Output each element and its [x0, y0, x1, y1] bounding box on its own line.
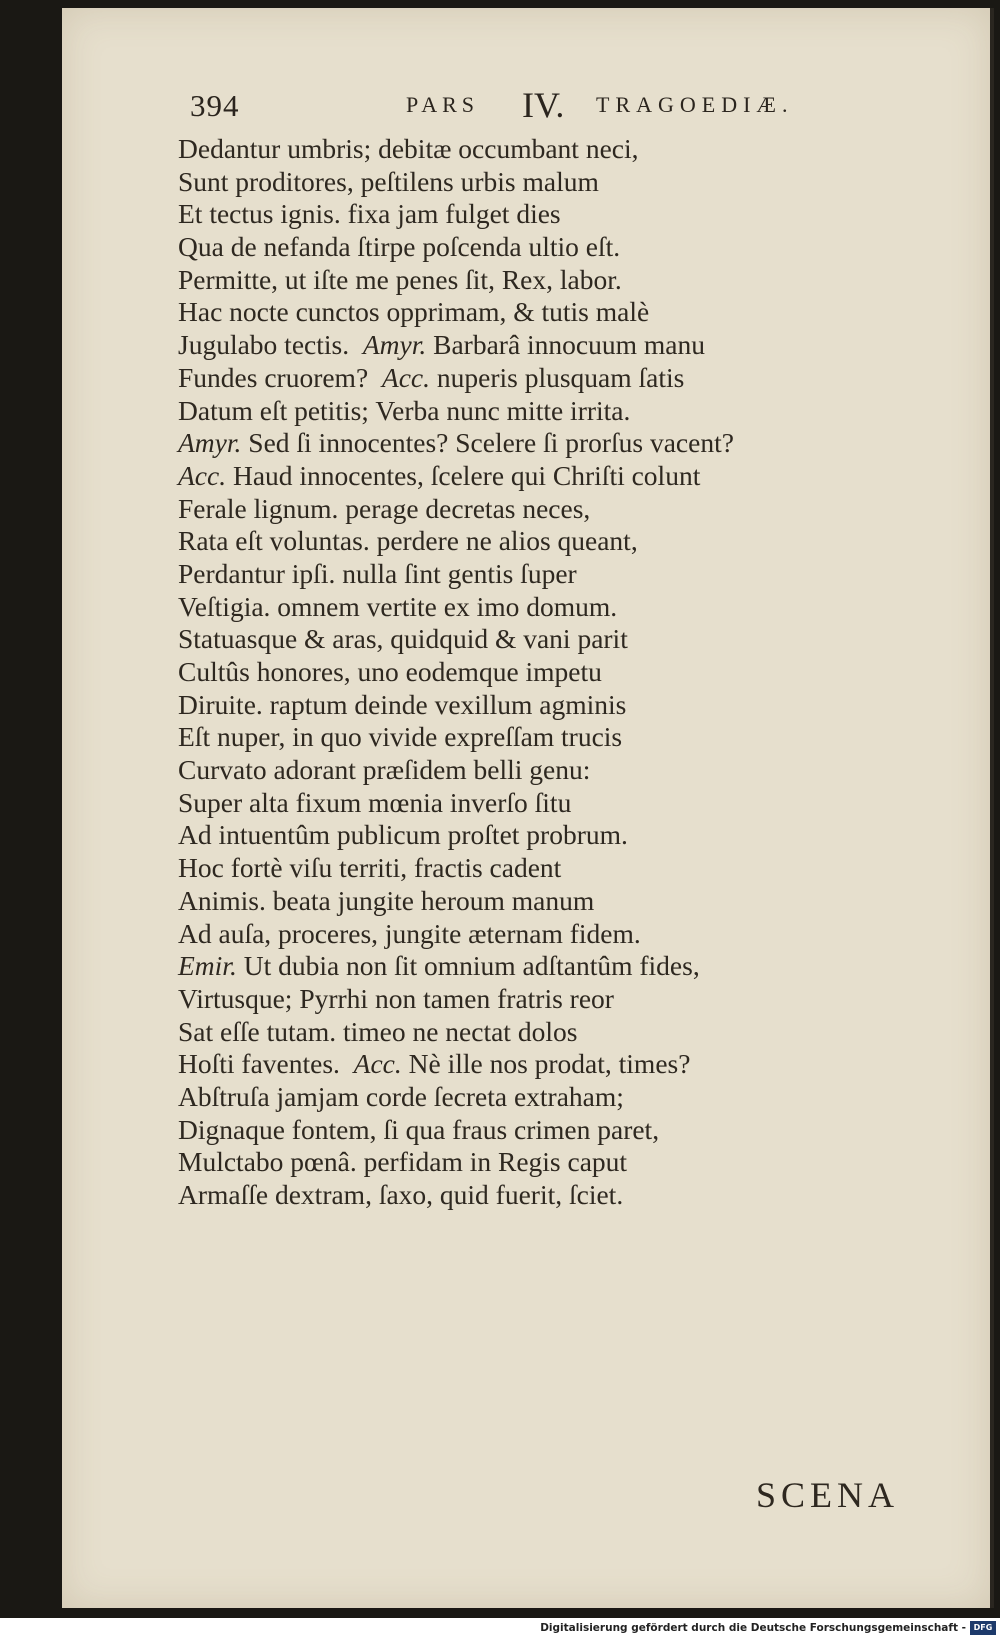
verse-line-text: Statuasque & aras, quidquid & vani parit: [178, 623, 628, 655]
verse-line-text: Ad intuentûm publicum proſtet probrum.: [178, 819, 628, 851]
speaker-name: Amyr.: [362, 329, 427, 361]
verse-line: [178, 1146, 918, 1179]
speaker-name: Amyr.: [178, 427, 242, 459]
verse-line-text: Dignaque fontem, ſi qua fraus crimen paret,: [178, 1113, 660, 1145]
speaker-name: Acc.: [353, 1048, 402, 1080]
verse-line: [178, 852, 918, 885]
verse-line: [178, 623, 918, 656]
verse-line-continuation: Barbarâ innocuum manu: [433, 329, 705, 361]
verse-line-text: Rata eſt voluntas. perdere ne alios queant,: [178, 525, 638, 557]
dfg-logo: DFG: [970, 1621, 996, 1635]
verse-line: [178, 591, 918, 624]
verse-line: [178, 983, 918, 1016]
verse-line-text: Hoſti faventes.: [178, 1048, 340, 1080]
verse-line-text: Hoc fortè viſu territi, fractis cadent: [178, 852, 562, 884]
verse-line: [178, 362, 918, 395]
verse-line-text: Et tectus ignis. fixa jam fulget dies: [178, 198, 561, 230]
verse-line-text: Mulctabo pœnâ. perfidam in Regis caput: [178, 1146, 628, 1178]
verse-line-text: Permitte, ut iſte me penes ſit, Rex, labor.: [178, 263, 622, 295]
verse-line: [178, 395, 918, 428]
verse-line-text: Sunt proditores, peſtilens urbis malum: [178, 165, 599, 197]
verse-line: [178, 558, 918, 591]
verse-line-text: Armaſſe dextram, ſaxo, quid fuerit, ſciet.: [178, 1179, 624, 1210]
running-head-title: TRAGOEDIÆ.: [596, 92, 794, 117]
speaker-name: Acc.: [178, 459, 227, 491]
verse-line: [178, 166, 918, 199]
verse-line: [178, 296, 918, 329]
verse-line: [178, 1016, 918, 1049]
verse-line-text: Hac nocte cunctos opprimam, & tutis malè: [178, 296, 650, 328]
verse-line-text: Jugulabo tectis.: [178, 329, 350, 361]
verse-line-text: Dedantur umbris; debitæ occumbant neci,: [178, 133, 639, 164]
footer-bar: [0, 1618, 1000, 1640]
catchword: SCENA: [756, 1475, 900, 1515]
verse-line: [178, 819, 918, 852]
verse-line-continuation: Nè ille nos prodat, times?: [408, 1048, 691, 1080]
verse-line: [178, 264, 918, 297]
verse-line: [178, 1114, 918, 1147]
verse-line-text: Ferale lignum. perage decretas neces,: [178, 492, 591, 524]
verse-line: [178, 460, 918, 493]
verse-text: [178, 133, 918, 1212]
speaker-name: Acc.: [381, 361, 430, 393]
verse-line-text: Datum eſt petitis; Verba nunc mitte irrita.: [178, 394, 631, 426]
verse-line: [178, 493, 918, 526]
verse-line-text: Qua de nefanda ſtirpe poſcenda ultio eſt.: [178, 231, 621, 263]
verse-line-text: Perdantur ipſi. nulla ſint gentis ſuper: [178, 557, 577, 589]
verse-line: [178, 329, 918, 362]
running-head: [124, 85, 804, 128]
verse-line-continuation: Haud innocentes, ſcelere qui Chriſti colunt: [232, 459, 701, 491]
verse-line-text: Diruite. raptum deinde vexillum agminis: [178, 688, 627, 720]
verse-line-continuation: nuperis plusquam ſatis: [436, 361, 685, 393]
verse-line: [178, 656, 918, 689]
verse-line-text: Cultûs honores, uno eodemque impetu: [178, 656, 602, 687]
verse-line-text: Eſt nuper, in quo vivide expreſſam trucis: [178, 721, 623, 753]
verse-line: [178, 1179, 918, 1212]
verse-line: [178, 721, 918, 754]
verse-line: [178, 787, 918, 820]
running-head-pars: PARS: [406, 92, 480, 117]
verse-line: [178, 198, 918, 231]
verse-line: [178, 918, 918, 951]
verse-line-text: Ad auſa, proceres, jungite æternam fidem.: [178, 917, 641, 949]
verse-line: [178, 689, 918, 722]
verse-line: [178, 1081, 918, 1114]
verse-line: [178, 885, 918, 918]
running-head-part-number: IV.: [522, 85, 565, 125]
funding-notice: Digitalisierung gefördert durch die Deutsche Forschungsgemeinschaft -: [540, 1622, 966, 1634]
verse-line: [178, 427, 918, 460]
verse-line: [178, 754, 918, 787]
verse-line: [178, 231, 918, 264]
verse-line-text: Fundes cruorem?: [178, 361, 369, 393]
page-number: 394: [190, 88, 240, 123]
verse-line-continuation: Ut dubia non ſit omnium adſtantûm fides,: [243, 950, 700, 982]
verse-line-continuation: Sed ſi innocentes? Scelere ſi prorſus vacent?: [248, 427, 734, 459]
verse-line-text: Virtusque; Pyrrhi non tamen fratris reor: [178, 982, 614, 1014]
verse-line-text: Curvato adorant præſidem belli genu:: [178, 754, 591, 786]
verse-line-text: Super alta fixum mœnia inverſo ſitu: [178, 786, 572, 818]
verse-line-text: Veſtigia. omnem vertite ex imo domum.: [178, 590, 618, 622]
speaker-name: Emir.: [178, 950, 237, 982]
verse-line: [178, 950, 918, 983]
verse-line: [178, 133, 918, 166]
verse-line-text: Animis. beata jungite heroum manum: [178, 884, 595, 916]
verse-line: [178, 525, 918, 558]
verse-line: [178, 1048, 918, 1081]
verse-line-text: Sat eſſe tutam. timeo ne nectat dolos: [178, 1015, 578, 1047]
verse-line-text: Abſtruſa jamjam corde ſecreta extraham;: [178, 1080, 624, 1112]
